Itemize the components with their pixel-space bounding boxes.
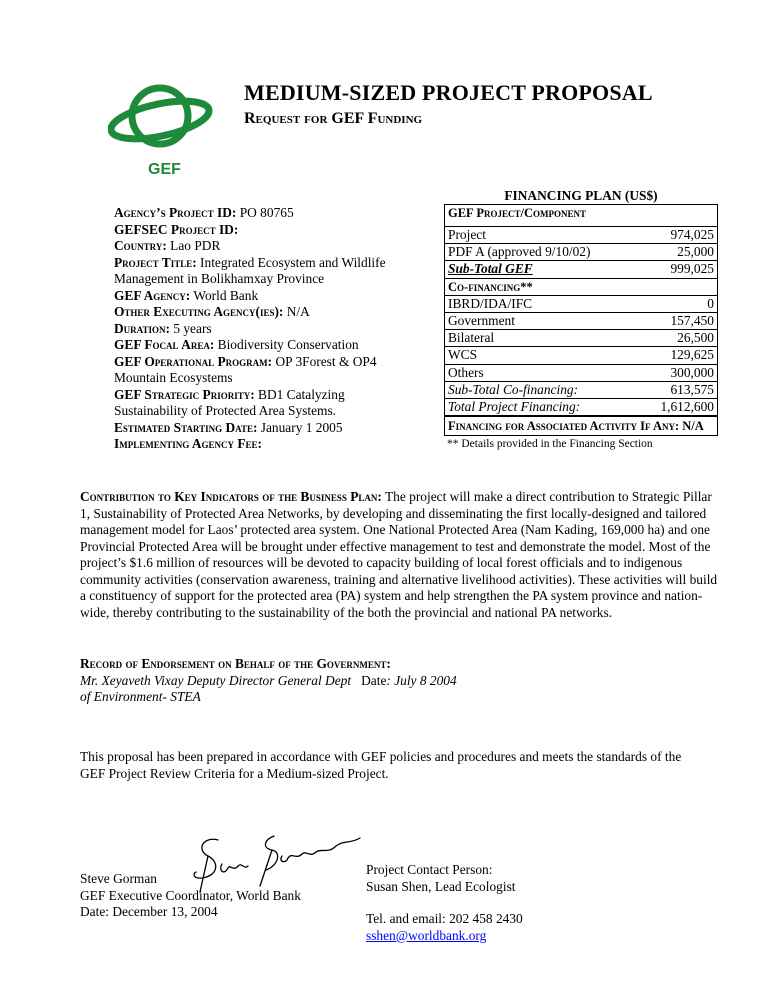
field-strategic-priority: GEF Strategic Priority: BD1 Catalyzing Sustainability of Protected Area Systems. [114, 386, 345, 418]
signatory-role: GEF Executive Coordinator, World Bank [80, 887, 301, 903]
fin-row-government: Government 157,450 [445, 313, 717, 330]
field-gefsec-project-id: GEFSEC Project ID: [114, 221, 239, 237]
fin-row-ibrd: IBRD/IDA/IFC 0 [445, 296, 717, 313]
financing-plan [444, 188, 718, 450]
field-operational-program: GEF Operational Program: OP 3Forest & OP4 Mountain Ecosystems [114, 353, 377, 385]
signatory-name: Steve Gorman [80, 871, 157, 886]
endorsement-record [80, 656, 720, 706]
field-focal-area: GEF Focal Area: Biodiversity Conservation [114, 337, 359, 352]
gef-logo [108, 72, 218, 182]
financing-table [444, 204, 718, 436]
compliance-statement: This proposal has been prepared in accordance with GEF policies and procedures and meets the standards of the GEF Project Review Criteria for a Medium-sized Project. [80, 749, 682, 781]
gef-logo-text: GEF [148, 161, 181, 178]
contact-heading: Project Contact Person: [366, 862, 493, 877]
field-agency-project-id: Agency’s Project ID: PO 80765 [114, 205, 294, 220]
contact-tel: Tel. and email: 202 458 2430 [366, 911, 523, 926]
fin-row-others: Others 300,000 [445, 365, 717, 382]
field-starting-date: Estimated Starting Date: January 1 2005 [114, 419, 343, 435]
contact-person: Susan Shen, Lead Ecologist [366, 878, 516, 894]
fin-row-project: Project 974,025 [445, 227, 717, 244]
page-title: MEDIUM-SIZED PROJECT PROPOSAL [244, 80, 653, 105]
fin-row-wcs: WCS 129,625 [445, 347, 717, 364]
associated-activity: Financing for Associated Activity If Any: N/A [445, 416, 717, 435]
field-gef-agency: GEF Agency: World Bank [114, 287, 259, 303]
fin-row-subtotal-cofinancing: Sub-Total Co-financing: 613,575 [445, 382, 717, 399]
contribution-label: Contribution to Key Indicators of the Business Plan: [80, 489, 382, 504]
endorsement-department: of Environment- STEA [80, 689, 201, 704]
contact-block [366, 862, 523, 944]
contact-email-link[interactable]: sshen@worldbank.org [366, 927, 487, 943]
page-subtitle: Request for GEF Funding [244, 110, 423, 127]
field-duration: Duration: 5 years [114, 320, 212, 336]
endorsement-date-label: Date [361, 672, 387, 688]
field-project-title: Project Title: Integrated Ecosystem and Wildlife Management in Bolikhamxay Province [114, 254, 386, 286]
field-country: Country: Lao PDR [114, 238, 221, 253]
endorsement-label: Record of Endorsement on Behalf of the Government: [80, 656, 391, 671]
financing-note: ** Details provided in the Financing Section [447, 438, 653, 451]
cofinancing-header: Co-financing** [445, 279, 717, 296]
endorsement-date: : July 8 2004 [386, 672, 457, 688]
field-other-executing-agency: Other Executing Agency(ies): N/A [114, 304, 310, 319]
financing-plan-title: FINANCING PLAN (US$) [504, 188, 658, 203]
project-fields [114, 205, 414, 453]
contribution-paragraph [80, 489, 720, 621]
fin-row-subtotal-gef: Sub-Total GEF 999,025 [445, 261, 717, 278]
endorsement-official: Mr. Xeyaveth Vixay Deputy Director General Dept [80, 672, 352, 688]
fin-row-pdf-a: PDF A (approved 9/10/02) 25,000 [445, 244, 717, 261]
fin-row-total: Total Project Financing: 1,612,600 [445, 399, 717, 416]
field-implementing-fee: Implementing Agency Fee: [114, 436, 262, 451]
fin-row-bilateral: Bilateral 26,500 [445, 330, 717, 347]
signatory-block [80, 871, 301, 921]
gef-component-header: GEF Project/Component [445, 205, 717, 227]
contribution-text: The project will make a direct contribution to Strategic Pillar 1, Sustainability of Protected Area Networks, by developing and disseminating the first locally-designed and tailored management model for Laos’ protected area system. One National Protected Area (Nam Kading, 169,000 ha) and one Provincial Protected Area will be brought under effective management to test and demonstrate the model. Most of the project’s $1.6 million of resources will be devoted to capacity building of local forest officials and to indigenous community activities (conservation awareness, training and alternative livelihood activities). These activities will build a constituency of support for the protected area (PA) system and help strengthen the PA system province and nation-wide, thereby contributing to the sustainability of the both the provincial and national PA networks. [80, 489, 718, 620]
signatory-date: Date: December 13, 2004 [80, 904, 218, 919]
